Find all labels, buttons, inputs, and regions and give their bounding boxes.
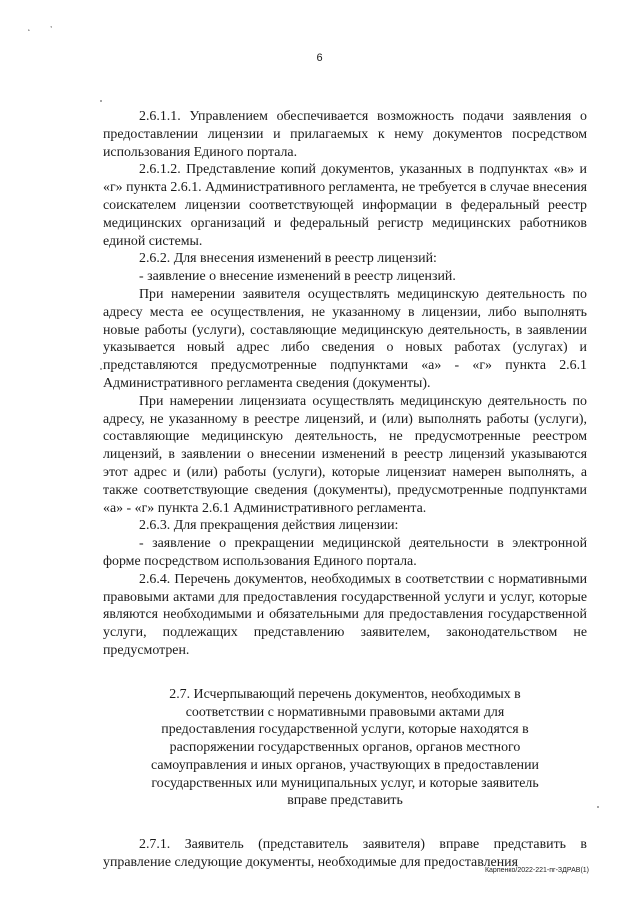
page-number: 6 [316, 52, 323, 64]
paragraph-2-6-1-1: 2.6.1.1. Управлением обеспечивается возможность подачи заявления о предоставлении лицензии и прилагаемых к нему документов посредством использования Единого портала. [103, 109, 587, 160]
section-heading-2-7: 2.7. Исчерпывающий перечень документов, необходимых в соответствии с нормативными правовыми актами для предоставления государственной услуги, которые находятся в распоряжении государственных органов, органов местного самоуправления и иных органов, участвующих в предоставлении государственных или муниципальных услуг, и которые заявитель вправе представить [151, 686, 539, 809]
paragraph-2-7-1: 2.7.1. Заявитель (представитель заявителя) вправе представить в управление следующие документы, необходимые для предоставления [103, 837, 587, 871]
margin-mark [100, 100, 102, 102]
paragraph-2-6-3-item: - заявление о прекращении медицинской деятельности в электронной форме посредством использования Единого портала. [103, 536, 587, 569]
margin-mark [597, 806, 599, 808]
paragraph-2-6-4: 2.6.4. Перечень документов, необходимых в соответствии с нормативными правовыми актами для предоставления государственной услуги и услуг, которые являются необходимыми и обязательными для предоставления государственной услуги, подлежащих представлению заявителем, законодательством не предусмотрен. [103, 571, 587, 658]
scan-artifact: ˛ [28, 22, 31, 31]
scan-artifact: , [50, 20, 53, 29]
paragraph-applicant-intent: При намерении заявителя осуществлять медицинскую деятельность по адресу места ее осуществления, не указанному в лицензии, либо выполнять новые работы (услуги), составляющие медицинскую деятельность, в заявлении указывается новый адрес либо сведения о новых работах (услугах) и представляются предусмотренные подпунктами «а» - «г» пункта 2.6.1 Административного регламента сведения (документы). [103, 286, 587, 391]
paragraph-licensee-intent: При намерении лицензиата осуществлять медицинскую деятельность по адресу, не указанному в реестре лицензий, и (или) выполнять работы (услуги), составляющие медицинскую деятельность, не предусмотренные реестром лицензий, в заявлении о внесении изменений в реестр лицензий указываются этот адрес и (или) работы (услуги), которые лицензиат намерен выполнять, а также соответствующие сведения (документы), предусмотренные подпунктами «а» - «г» пункта 2.6.1 Административного регламента. [103, 393, 587, 516]
paragraph-2-6-1-2: 2.6.1.2. Представление копий документов, указанных в подпунктах «в» и «г» пункта 2.6.1. Административного регламента, не требуется в случае внесения соискателем лицензии соответствующей информации в федеральный реестр медицинских организаций и федеральный регистр медицинских работников единой системы. [103, 162, 587, 249]
paragraph-2-6-2: 2.6.2. Для внесения изменений в реестр лицензий: [139, 251, 437, 267]
document-body [103, 108, 587, 872]
footer-code: Карпенко/2022-221-пг-ЗДРАВ(1) [484, 867, 589, 874]
paragraph-2-6-3: 2.6.3. Для прекращения действия лицензии: [139, 518, 399, 534]
paragraph-2-6-2-item: - заявление о внесение изменений в реестр лицензий. [139, 269, 456, 285]
margin-mark [100, 368, 102, 370]
